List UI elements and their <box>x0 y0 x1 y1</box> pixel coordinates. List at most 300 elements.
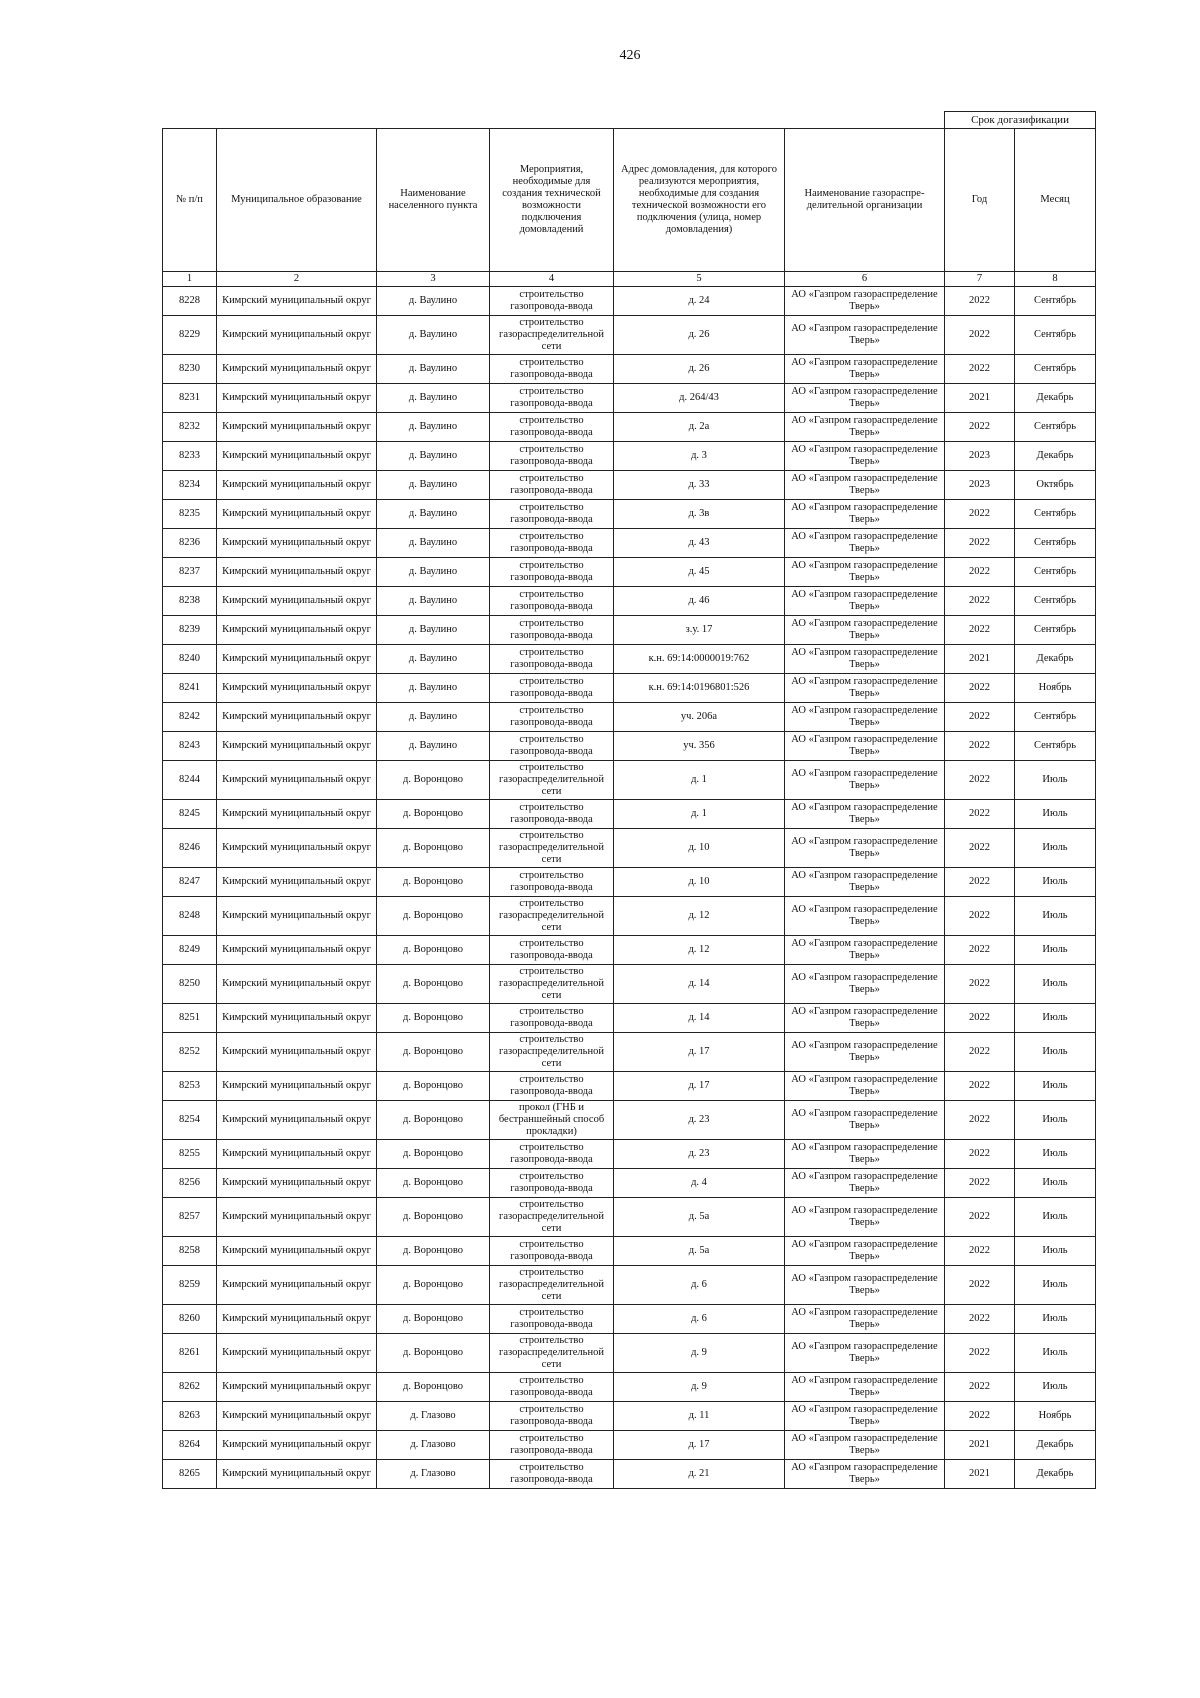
settlement-cell: д. Воронцово <box>377 936 490 965</box>
gas-org-cell: АО «Газпром газораспределение Тверь» <box>785 1033 945 1072</box>
gas-org-cell: АО «Газпром газораспределение Тверь» <box>785 732 945 761</box>
address-cell: д. 17 <box>614 1431 785 1460</box>
year-cell: 2022 <box>945 1033 1015 1072</box>
table-row <box>163 1334 1096 1373</box>
year-cell: 2023 <box>945 442 1015 471</box>
address-cell: д. 14 <box>614 965 785 1004</box>
municipality-cell: Кимрский муниципальный округ <box>217 1198 377 1237</box>
measure-cell: строительство газопровода-ввода <box>490 1169 614 1198</box>
municipality-cell: Кимрский муниципальный округ <box>217 558 377 587</box>
month-cell: Декабрь <box>1015 1460 1096 1489</box>
settlement-cell: д. Ваулино <box>377 500 490 529</box>
header-municipality: Муниципальное образование <box>217 129 377 272</box>
municipality-cell: Кимрский муниципальный округ <box>217 965 377 1004</box>
row-number: 8257 <box>163 1198 217 1237</box>
settlement-cell: д. Воронцово <box>377 1140 490 1169</box>
month-cell: Июль <box>1015 1373 1096 1402</box>
settlement-cell: д. Ваулино <box>377 703 490 732</box>
month-cell: Ноябрь <box>1015 674 1096 703</box>
month-cell: Декабрь <box>1015 384 1096 413</box>
municipality-cell: Кимрский муниципальный округ <box>217 703 377 732</box>
month-cell: Июль <box>1015 1169 1096 1198</box>
address-cell: д. 10 <box>614 868 785 897</box>
year-cell: 2022 <box>945 732 1015 761</box>
year-cell: 2022 <box>945 529 1015 558</box>
table-row <box>163 1101 1096 1140</box>
gas-org-cell: АО «Газпром газораспределение Тверь» <box>785 1198 945 1237</box>
measure-cell: строительство газопровода-ввода <box>490 355 614 384</box>
address-cell: д. 17 <box>614 1033 785 1072</box>
month-cell: Июль <box>1015 1198 1096 1237</box>
gasification-table <box>162 111 1096 1489</box>
municipality-cell: Кимрский муниципальный округ <box>217 1334 377 1373</box>
month-cell: Июль <box>1015 1033 1096 1072</box>
gas-org-cell: АО «Газпром газораспределение Тверь» <box>785 471 945 500</box>
year-cell: 2022 <box>945 1072 1015 1101</box>
address-cell: д. 6 <box>614 1305 785 1334</box>
address-cell: д. 6 <box>614 1266 785 1305</box>
address-cell: д. 14 <box>614 1004 785 1033</box>
settlement-cell: д. Воронцово <box>377 1033 490 1072</box>
measure-cell: строительство газопровода-ввода <box>490 1460 614 1489</box>
year-cell: 2022 <box>945 800 1015 829</box>
month-cell: Июль <box>1015 1305 1096 1334</box>
month-cell: Сентябрь <box>1015 355 1096 384</box>
settlement-cell: д. Воронцово <box>377 1198 490 1237</box>
measure-cell: строительство газопровода-ввода <box>490 1373 614 1402</box>
gas-org-cell: АО «Газпром газораспределение Тверь» <box>785 355 945 384</box>
municipality-cell: Кимрский муниципальный округ <box>217 1460 377 1489</box>
month-cell: Июль <box>1015 1072 1096 1101</box>
month-cell: Июль <box>1015 1004 1096 1033</box>
row-number: 8262 <box>163 1373 217 1402</box>
row-number: 8259 <box>163 1266 217 1305</box>
measure-cell: строительство газопровода-ввода <box>490 413 614 442</box>
row-number: 8265 <box>163 1460 217 1489</box>
row-number: 8238 <box>163 587 217 616</box>
table-row <box>163 868 1096 897</box>
settlement-cell: д. Ваулино <box>377 587 490 616</box>
gas-org-cell: АО «Газпром газораспределение Тверь» <box>785 413 945 442</box>
table-row <box>163 529 1096 558</box>
table-row <box>163 442 1096 471</box>
measure-cell: строительство газопровода-ввода <box>490 384 614 413</box>
gas-org-cell: АО «Газпром газораспределение Тверь» <box>785 1402 945 1431</box>
settlement-cell: д. Глазово <box>377 1460 490 1489</box>
table-row <box>163 703 1096 732</box>
month-cell: Июль <box>1015 1237 1096 1266</box>
address-cell: к.н. 69:14:0196801:526 <box>614 674 785 703</box>
table-row <box>163 316 1096 355</box>
column-number: 1 <box>163 272 217 287</box>
gas-org-cell: АО «Газпром газораспределение Тверь» <box>785 1334 945 1373</box>
year-cell: 2022 <box>945 1334 1015 1373</box>
month-cell: Сентябрь <box>1015 732 1096 761</box>
year-cell: 2022 <box>945 674 1015 703</box>
table-row <box>163 1460 1096 1489</box>
municipality-cell: Кимрский муниципальный округ <box>217 413 377 442</box>
municipality-cell: Кимрский муниципальный округ <box>217 500 377 529</box>
gas-org-cell: АО «Газпром газораспределение Тверь» <box>785 703 945 732</box>
row-number: 8251 <box>163 1004 217 1033</box>
year-cell: 2022 <box>945 868 1015 897</box>
table-row <box>163 829 1096 868</box>
month-cell: Сентябрь <box>1015 529 1096 558</box>
address-cell: д. 9 <box>614 1373 785 1402</box>
address-cell: уч. 206а <box>614 703 785 732</box>
address-cell: уч. 356 <box>614 732 785 761</box>
year-cell: 2022 <box>945 1266 1015 1305</box>
table-row <box>163 616 1096 645</box>
row-number: 8244 <box>163 761 217 800</box>
year-cell: 2021 <box>945 1431 1015 1460</box>
municipality-cell: Кимрский муниципальный округ <box>217 1072 377 1101</box>
table-row <box>163 1373 1096 1402</box>
municipality-cell: Кимрский муниципальный округ <box>217 1402 377 1431</box>
year-cell: 2022 <box>945 316 1015 355</box>
month-cell: Июль <box>1015 1101 1096 1140</box>
measure-cell: строительство газораспределительной сети <box>490 1198 614 1237</box>
municipality-cell: Кимрский муниципальный округ <box>217 800 377 829</box>
month-cell: Сентябрь <box>1015 316 1096 355</box>
address-cell: з.у. 17 <box>614 616 785 645</box>
settlement-cell: д. Ваулино <box>377 471 490 500</box>
address-cell: д. 45 <box>614 558 785 587</box>
measure-cell: строительство газораспределительной сети <box>490 897 614 936</box>
gas-org-cell: АО «Газпром газораспределение Тверь» <box>785 674 945 703</box>
address-cell: к.н. 69:14:0000019:762 <box>614 645 785 674</box>
municipality-cell: Кимрский муниципальный округ <box>217 1266 377 1305</box>
term-group-header: Срок догазификации <box>945 112 1096 129</box>
measure-cell: строительство газопровода-ввода <box>490 645 614 674</box>
row-number: 8245 <box>163 800 217 829</box>
settlement-cell: д. Воронцово <box>377 800 490 829</box>
header-month: Месяц <box>1015 129 1096 272</box>
header-measures: Мероприятия, необходимые для создания технической возможности подключения домовладений <box>490 129 614 272</box>
column-number: 8 <box>1015 272 1096 287</box>
month-cell: Сентябрь <box>1015 558 1096 587</box>
row-number: 8240 <box>163 645 217 674</box>
year-cell: 2021 <box>945 1460 1015 1489</box>
settlement-cell: д. Глазово <box>377 1431 490 1460</box>
settlement-cell: д. Ваулино <box>377 616 490 645</box>
table-row <box>163 761 1096 800</box>
measure-cell: строительство газопровода-ввода <box>490 471 614 500</box>
measure-cell: строительство газопровода-ввода <box>490 1431 614 1460</box>
row-number: 8228 <box>163 287 217 316</box>
column-number: 4 <box>490 272 614 287</box>
gas-org-cell: АО «Газпром газораспределение Тверь» <box>785 868 945 897</box>
table-row <box>163 1237 1096 1266</box>
row-number: 8231 <box>163 384 217 413</box>
settlement-cell: д. Ваулино <box>377 442 490 471</box>
gas-org-cell: АО «Газпром газораспределение Тверь» <box>785 800 945 829</box>
address-cell: д. 17 <box>614 1072 785 1101</box>
year-cell: 2022 <box>945 703 1015 732</box>
month-cell: Июль <box>1015 965 1096 1004</box>
table-row <box>163 500 1096 529</box>
row-number: 8235 <box>163 500 217 529</box>
year-cell: 2022 <box>945 587 1015 616</box>
address-cell: д. 21 <box>614 1460 785 1489</box>
municipality-cell: Кимрский муниципальный округ <box>217 1140 377 1169</box>
table-row <box>163 1198 1096 1237</box>
year-cell: 2022 <box>945 1237 1015 1266</box>
table-row <box>163 1004 1096 1033</box>
row-number: 8252 <box>163 1033 217 1072</box>
header-gas-org: Наименование газораспре- делительной организации <box>785 129 945 272</box>
month-cell: Июль <box>1015 829 1096 868</box>
measure-cell: строительство газопровода-ввода <box>490 703 614 732</box>
municipality-cell: Кимрский муниципальный округ <box>217 316 377 355</box>
table-row <box>163 471 1096 500</box>
table-row <box>163 413 1096 442</box>
address-cell: д. 5а <box>614 1198 785 1237</box>
measure-cell: строительство газораспределительной сети <box>490 1334 614 1373</box>
address-cell: д. 26 <box>614 355 785 384</box>
address-cell: д. 1 <box>614 800 785 829</box>
settlement-cell: д. Ваулино <box>377 384 490 413</box>
gas-org-cell: АО «Газпром газораспределение Тверь» <box>785 761 945 800</box>
row-number: 8233 <box>163 442 217 471</box>
measure-cell: строительство газораспределительной сети <box>490 316 614 355</box>
row-number: 8243 <box>163 732 217 761</box>
row-number: 8248 <box>163 897 217 936</box>
gas-org-cell: АО «Газпром газораспределение Тверь» <box>785 384 945 413</box>
year-cell: 2022 <box>945 355 1015 384</box>
measure-cell: строительство газораспределительной сети <box>490 965 614 1004</box>
address-cell: д. 264/43 <box>614 384 785 413</box>
measure-cell: строительство газораспределительной сети <box>490 1266 614 1305</box>
month-cell: Июль <box>1015 936 1096 965</box>
measure-cell: строительство газопровода-ввода <box>490 936 614 965</box>
address-cell: д. 46 <box>614 587 785 616</box>
measure-cell: строительство газопровода-ввода <box>490 1004 614 1033</box>
table-row <box>163 558 1096 587</box>
header-settlement: Наименование населенного пункта <box>377 129 490 272</box>
municipality-cell: Кимрский муниципальный округ <box>217 674 377 703</box>
column-number: 7 <box>945 272 1015 287</box>
gas-org-cell: АО «Газпром газораспределение Тверь» <box>785 1266 945 1305</box>
year-cell: 2022 <box>945 1004 1015 1033</box>
measure-cell: строительство газопровода-ввода <box>490 1402 614 1431</box>
year-cell: 2022 <box>945 1169 1015 1198</box>
row-number: 8260 <box>163 1305 217 1334</box>
measure-cell: строительство газопровода-ввода <box>490 616 614 645</box>
settlement-cell: д. Ваулино <box>377 558 490 587</box>
measure-cell: строительство газопровода-ввода <box>490 800 614 829</box>
year-cell: 2022 <box>945 897 1015 936</box>
gas-org-cell: АО «Газпром газораспределение Тверь» <box>785 616 945 645</box>
municipality-cell: Кимрский муниципальный округ <box>217 1004 377 1033</box>
gas-org-cell: АО «Газпром газораспределение Тверь» <box>785 1237 945 1266</box>
measure-cell: строительство газопровода-ввода <box>490 1072 614 1101</box>
gas-org-cell: АО «Газпром газораспределение Тверь» <box>785 558 945 587</box>
table-row <box>163 384 1096 413</box>
settlement-cell: д. Воронцово <box>377 1237 490 1266</box>
municipality-cell: Кимрский муниципальный округ <box>217 384 377 413</box>
measure-cell: строительство газопровода-ввода <box>490 587 614 616</box>
year-cell: 2022 <box>945 965 1015 1004</box>
municipality-cell: Кимрский муниципальный округ <box>217 442 377 471</box>
settlement-cell: д. Воронцово <box>377 897 490 936</box>
table-row <box>163 355 1096 384</box>
address-cell: д. 23 <box>614 1140 785 1169</box>
table-row <box>163 587 1096 616</box>
address-cell: д. 10 <box>614 829 785 868</box>
table-row <box>163 1169 1096 1198</box>
gas-org-cell: АО «Газпром газораспределение Тверь» <box>785 529 945 558</box>
table-row <box>163 800 1096 829</box>
municipality-cell: Кимрский муниципальный округ <box>217 829 377 868</box>
month-cell: Ноябрь <box>1015 1402 1096 1431</box>
year-cell: 2022 <box>945 1373 1015 1402</box>
municipality-cell: Кимрский муниципальный округ <box>217 1431 377 1460</box>
measure-cell: строительство газораспределительной сети <box>490 1033 614 1072</box>
month-cell: Июль <box>1015 800 1096 829</box>
measure-cell: строительство газопровода-ввода <box>490 529 614 558</box>
table-row <box>163 1431 1096 1460</box>
municipality-cell: Кимрский муниципальный округ <box>217 529 377 558</box>
year-cell: 2022 <box>945 1402 1015 1431</box>
measure-cell: строительство газопровода-ввода <box>490 732 614 761</box>
month-cell: Июль <box>1015 1266 1096 1305</box>
municipality-cell: Кимрский муниципальный округ <box>217 1305 377 1334</box>
year-cell: 2022 <box>945 829 1015 868</box>
address-cell: д. 4 <box>614 1169 785 1198</box>
table-row <box>163 1266 1096 1305</box>
table-row <box>163 1402 1096 1431</box>
gas-org-cell: АО «Газпром газораспределение Тверь» <box>785 1004 945 1033</box>
month-cell: Сентябрь <box>1015 413 1096 442</box>
month-cell: Декабрь <box>1015 1431 1096 1460</box>
table-row <box>163 1305 1096 1334</box>
measure-cell: строительство газораспределительной сети <box>490 761 614 800</box>
municipality-cell: Кимрский муниципальный округ <box>217 1033 377 1072</box>
municipality-cell: Кимрский муниципальный округ <box>217 897 377 936</box>
gas-org-cell: АО «Газпром газораспределение Тверь» <box>785 897 945 936</box>
header-year: Год <box>945 129 1015 272</box>
settlement-cell: д. Ваулино <box>377 413 490 442</box>
measure-cell: строительство газопровода-ввода <box>490 287 614 316</box>
address-cell: д. 2а <box>614 413 785 442</box>
header-address: Адрес домовладения, для которого реализуются мероприятия, необходимые для создания технической возможности его подключения (улица, номер домовладения) <box>614 129 785 272</box>
municipality-cell: Кимрский муниципальный округ <box>217 732 377 761</box>
row-number: 8241 <box>163 674 217 703</box>
gas-org-cell: АО «Газпром газораспределение Тверь» <box>785 500 945 529</box>
gas-org-cell: АО «Газпром газораспределение Тверь» <box>785 1305 945 1334</box>
row-number: 8247 <box>163 868 217 897</box>
municipality-cell: Кимрский муниципальный округ <box>217 761 377 800</box>
measure-cell: прокол (ГНБ и бестраншейный способ прокладки) <box>490 1101 614 1140</box>
settlement-cell: д. Ваулино <box>377 316 490 355</box>
table-row <box>163 897 1096 936</box>
year-cell: 2022 <box>945 1140 1015 1169</box>
address-cell: д. 3 <box>614 442 785 471</box>
gas-org-cell: АО «Газпром газораспределение Тверь» <box>785 965 945 1004</box>
year-cell: 2022 <box>945 936 1015 965</box>
municipality-cell: Кимрский муниципальный округ <box>217 1101 377 1140</box>
measure-cell: строительство газопровода-ввода <box>490 1237 614 1266</box>
gas-org-cell: АО «Газпром газораспределение Тверь» <box>785 1460 945 1489</box>
column-number: 2 <box>217 272 377 287</box>
table-row <box>163 645 1096 674</box>
year-cell: 2022 <box>945 1198 1015 1237</box>
column-number: 5 <box>614 272 785 287</box>
address-cell: д. 5а <box>614 1237 785 1266</box>
row-number: 8230 <box>163 355 217 384</box>
page-number: 426 <box>619 48 641 63</box>
municipality-cell: Кимрский муниципальный округ <box>217 1169 377 1198</box>
address-cell: д. 24 <box>614 287 785 316</box>
month-cell: Сентябрь <box>1015 287 1096 316</box>
row-number: 8246 <box>163 829 217 868</box>
month-cell: Октябрь <box>1015 471 1096 500</box>
row-number: 8263 <box>163 1402 217 1431</box>
municipality-cell: Кимрский муниципальный округ <box>217 287 377 316</box>
year-cell: 2022 <box>945 558 1015 587</box>
settlement-cell: д. Воронцово <box>377 761 490 800</box>
month-cell: Сентябрь <box>1015 703 1096 732</box>
settlement-cell: д. Ваулино <box>377 287 490 316</box>
row-number: 8232 <box>163 413 217 442</box>
row-number: 8242 <box>163 703 217 732</box>
address-cell: д. 12 <box>614 897 785 936</box>
gas-org-cell: АО «Газпром газораспределение Тверь» <box>785 1140 945 1169</box>
table-row <box>163 965 1096 1004</box>
settlement-cell: д. Глазово <box>377 1402 490 1431</box>
gas-org-cell: АО «Газпром газораспределение Тверь» <box>785 1373 945 1402</box>
year-cell: 2021 <box>945 645 1015 674</box>
month-cell: Декабрь <box>1015 645 1096 674</box>
gas-org-cell: АО «Газпром газораспределение Тверь» <box>785 287 945 316</box>
header-num: № п/п <box>163 129 217 272</box>
municipality-cell: Кимрский муниципальный округ <box>217 587 377 616</box>
measure-cell: строительство газопровода-ввода <box>490 558 614 587</box>
table-row <box>163 1072 1096 1101</box>
gas-org-cell: АО «Газпром газораспределение Тверь» <box>785 645 945 674</box>
row-number: 8250 <box>163 965 217 1004</box>
month-cell: Сентябрь <box>1015 616 1096 645</box>
row-number: 8237 <box>163 558 217 587</box>
row-number: 8256 <box>163 1169 217 1198</box>
municipality-cell: Кимрский муниципальный округ <box>217 1237 377 1266</box>
row-number: 8239 <box>163 616 217 645</box>
gas-org-cell: АО «Газпром газораспределение Тверь» <box>785 1101 945 1140</box>
settlement-cell: д. Воронцово <box>377 1169 490 1198</box>
year-cell: 2022 <box>945 1305 1015 1334</box>
year-cell: 2023 <box>945 471 1015 500</box>
month-cell: Июль <box>1015 897 1096 936</box>
settlement-cell: д. Ваулино <box>377 674 490 703</box>
row-number: 8253 <box>163 1072 217 1101</box>
municipality-cell: Кимрский муниципальный округ <box>217 355 377 384</box>
address-cell: д. 9 <box>614 1334 785 1373</box>
year-cell: 2022 <box>945 761 1015 800</box>
table-row <box>163 732 1096 761</box>
year-cell: 2022 <box>945 500 1015 529</box>
municipality-cell: Кимрский муниципальный округ <box>217 471 377 500</box>
address-cell: д. 43 <box>614 529 785 558</box>
year-cell: 2022 <box>945 1101 1015 1140</box>
month-cell: Сентябрь <box>1015 587 1096 616</box>
row-number: 8236 <box>163 529 217 558</box>
measure-cell: строительство газораспределительной сети <box>490 829 614 868</box>
month-cell: Июль <box>1015 1140 1096 1169</box>
address-cell: д. 33 <box>614 471 785 500</box>
measure-cell: строительство газопровода-ввода <box>490 868 614 897</box>
gas-org-cell: АО «Газпром газораспределение Тверь» <box>785 1431 945 1460</box>
